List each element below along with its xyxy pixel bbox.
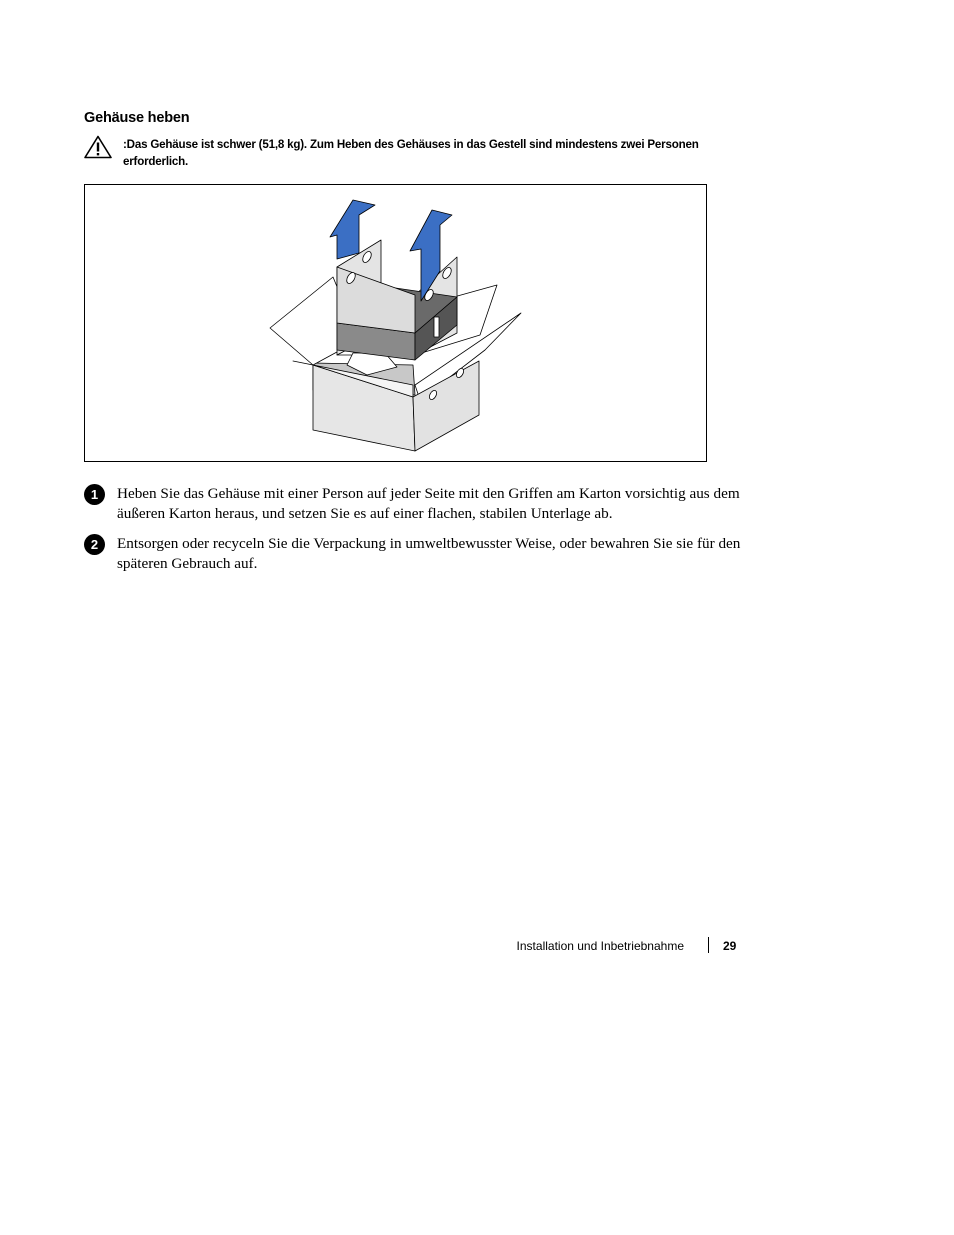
- warning-text: :Das Gehäuse ist schwer (51,8 kg). Zum Heben des Gehäuses in das Gestell sind mindestens zwei Personen erforderlich.: [123, 138, 699, 168]
- step-text: Entsorgen oder recyceln Sie die Verpackung in umweltbewusster Weise, oder bewahren Sie sie für den späteren Gebrauch auf.: [117, 535, 741, 572]
- page-number: 29: [723, 939, 737, 953]
- step-number-badge: 1: [84, 484, 105, 505]
- lifting-illustration: [85, 185, 708, 463]
- section-heading: Gehäuse heben: [84, 110, 190, 126]
- warning-triangle-icon: [84, 135, 112, 159]
- step-number-badge: 2: [84, 534, 105, 555]
- step-text: Heben Sie das Gehäuse mit einer Person auf jeder Seite mit den Griffen am Karton vorsichtig aus dem äußeren Karton heraus, und setzen Sie es auf einer flachen, stabilen Unterlage ab.: [117, 485, 740, 522]
- footer-divider: [708, 937, 709, 953]
- figure-frame: [84, 184, 707, 462]
- footer-section-title: Installation und Inbetriebnahme: [516, 939, 684, 953]
